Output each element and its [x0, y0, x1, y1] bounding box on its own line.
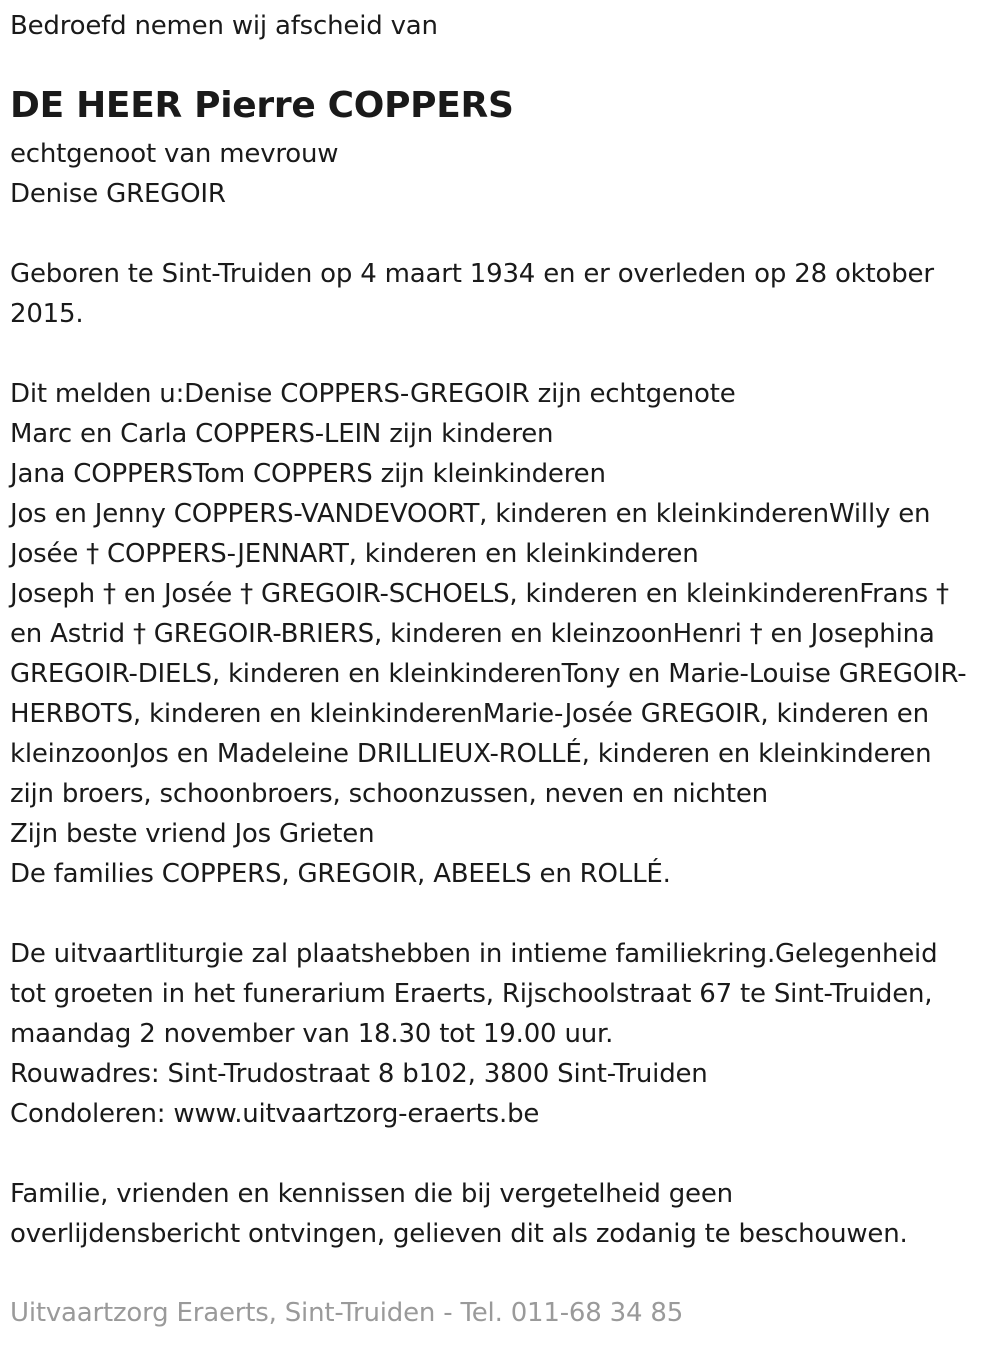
mourner-line: De families COPPERS, GREGOIR, ABEELS en ROLLÉ.: [10, 859, 671, 889]
funeral-line: tot groeten in het funerarium Eraerts, Rijschoolstraat 67 te Sint-Truiden,: [10, 979, 933, 1009]
funeral-line: maandag 2 november van 18.30 tot 19.00 uur.: [10, 1019, 614, 1049]
intro-text: Bedroefd nemen wij afscheid van: [10, 11, 438, 41]
mourner-line: Josée † COPPERS-JENNART, kinderen en kleinkinderen: [10, 539, 699, 569]
notice-line: overlijdensbericht ontvingen, gelieven dit als zodanig te beschouwen.: [10, 1219, 908, 1249]
spouse-line: Denise GREGOIR: [10, 179, 226, 209]
mourner-line: Jos en Jenny COPPERS-VANDEVOORT, kinderen en kleinkinderenWilly en: [10, 499, 931, 529]
funeral-line: De uitvaartliturgie zal plaatshebben in intieme familiekring.Gelegenheid: [10, 939, 938, 969]
mourner-line: kleinzoonJos en Madeleine DRILLIEUX-ROLLÉ, kinderen en kleinkinderen: [10, 739, 932, 769]
deceased-name: DE HEER Pierre COPPERS: [10, 85, 514, 126]
birth-death-block: [10, 254, 934, 334]
mourner-line: zijn broers, schoonbroers, schoonzussen, neven en nichten: [10, 779, 768, 809]
funeral-home-footer: Uitvaartzorg Eraerts, Sint-Truiden - Tel. 011-68 34 85: [10, 1298, 684, 1328]
mourner-line: GREGOIR-DIELS, kinderen en kleinkinderenTony en Marie-Louise GREGOIR-: [10, 659, 967, 689]
mourner-line: Dit melden u:Denise COPPERS-GREGOIR zijn echtgenote: [10, 379, 736, 409]
funeral-info-block: [10, 934, 937, 1134]
mourning-address: Rouwadres: Sint-Trudostraat 8 b102, 3800 Sint-Truiden: [10, 1059, 708, 1089]
mourner-line: Marc en Carla COPPERS-LEIN zijn kinderen: [10, 419, 554, 449]
notice-block: [10, 1174, 908, 1254]
birth-line: Geboren te Sint-Truiden op 4 maart 1934 en er overleden op 28 oktober: [10, 259, 934, 289]
spouse-line: echtgenoot van mevrouw: [10, 139, 339, 169]
mourner-line: en Astrid † GREGOIR-BRIERS, kinderen en kleinzoonHenri † en Josephina: [10, 619, 935, 649]
notice-line: Familie, vrienden en kennissen die bij vergetelheid geen: [10, 1179, 733, 1209]
condolence-website: Condoleren: www.uitvaartzorg-eraerts.be: [10, 1099, 540, 1129]
birth-line: 2015.: [10, 299, 84, 329]
mourner-line: Jana COPPERSTom COPPERS zijn kleinkinderen: [10, 459, 606, 489]
mourner-line: Joseph † en Josée † GREGOIR-SCHOELS, kinderen en kleinkinderenFrans †: [10, 579, 949, 609]
mourners-block: [10, 374, 967, 894]
mourner-line: HERBOTS, kinderen en kleinkinderenMarie-Josée GREGOIR, kinderen en: [10, 699, 929, 729]
spouse-block: [10, 134, 338, 214]
mourner-line: Zijn beste vriend Jos Grieten: [10, 819, 375, 849]
